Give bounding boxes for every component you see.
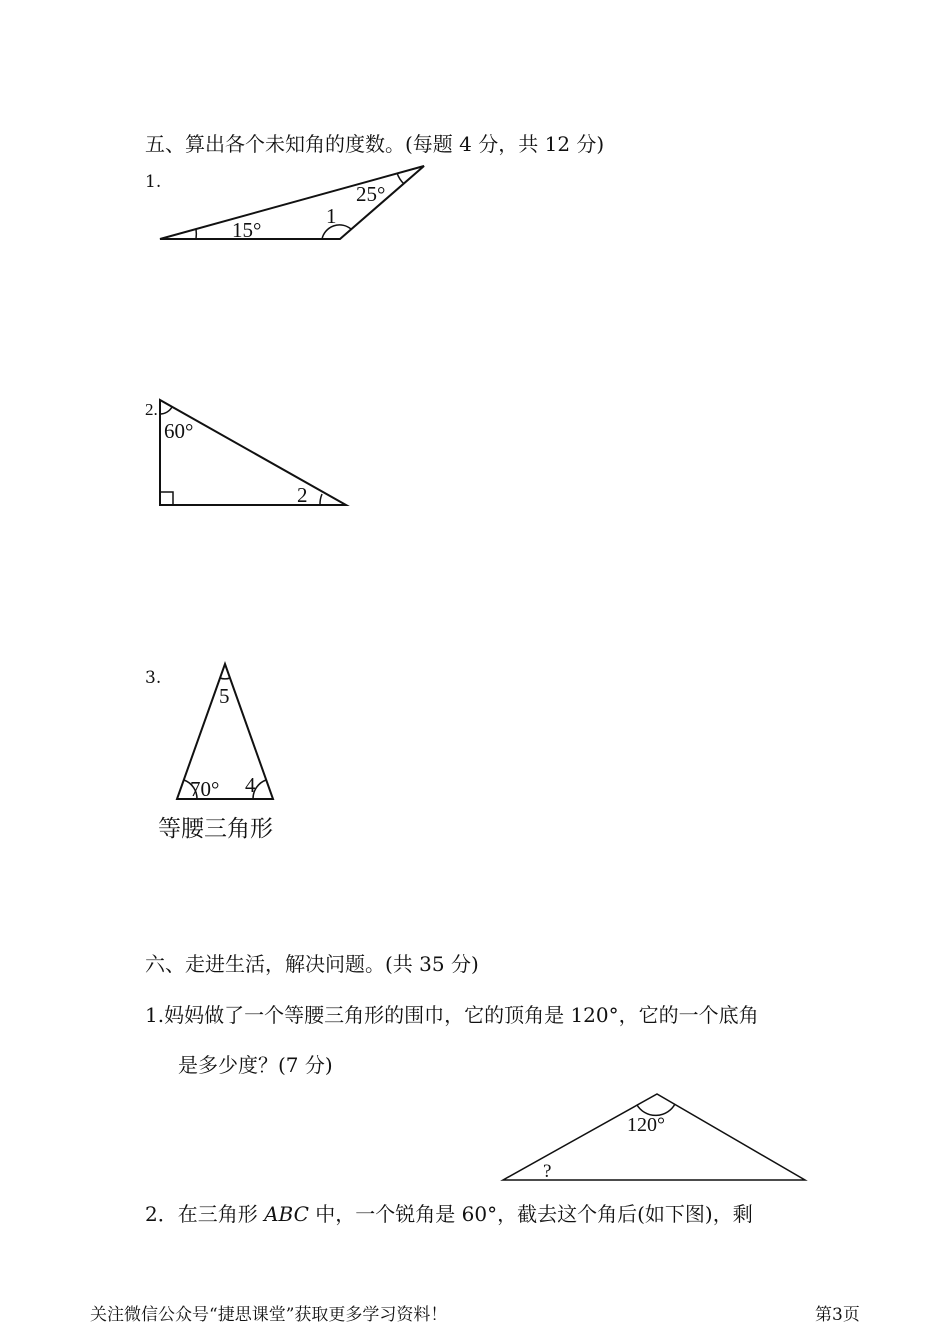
triangle-abc-label: ABC: [264, 1202, 309, 1226]
problem-1-line-2: 是多少度？(7 分): [178, 1053, 333, 1077]
question-1-number: 1.: [145, 172, 162, 192]
angle-2-label: 2: [297, 483, 308, 507]
angle-70-label: 70°: [190, 777, 220, 801]
section-6-heading: 六、走进生活，解决问题。(共 35 分): [145, 952, 479, 976]
problem-1-line-1: 1.妈妈做了一个等腰三角形的围巾，它的顶角是 120°，它的一个底角: [145, 1003, 759, 1027]
isosceles-caption: 等腰三角形: [158, 816, 273, 842]
angle-120-label: 120°: [627, 1114, 665, 1136]
unknown-angle-label: ?: [543, 1161, 552, 1182]
angle-5-label: 5: [219, 684, 230, 708]
page-number: 第3页: [815, 1305, 860, 1325]
angle-1-label: 1: [326, 204, 337, 228]
angle-4-label: 4: [245, 773, 256, 797]
section-5-heading: 五、算出各个未知角的度数。(每题 4 分，共 12 分): [145, 132, 605, 156]
angle-25-label: 25°: [356, 182, 386, 206]
angle-60-label: 60°: [164, 419, 194, 443]
footer-promo: 关注微信公众号“捷思课堂”获取更多学习资料！: [90, 1305, 448, 1325]
question-3-number: 3.: [145, 668, 162, 688]
problem-2-text: [145, 1198, 753, 1227]
question-2-number: 2.: [145, 400, 158, 419]
problem-2-suffix: 中，一个锐角是 60°，截去这个角后(如下图)，剩: [308, 1202, 753, 1226]
angle-15-label: 15°: [232, 218, 262, 242]
problem-2-prefix: 2．在三角形: [145, 1202, 265, 1226]
